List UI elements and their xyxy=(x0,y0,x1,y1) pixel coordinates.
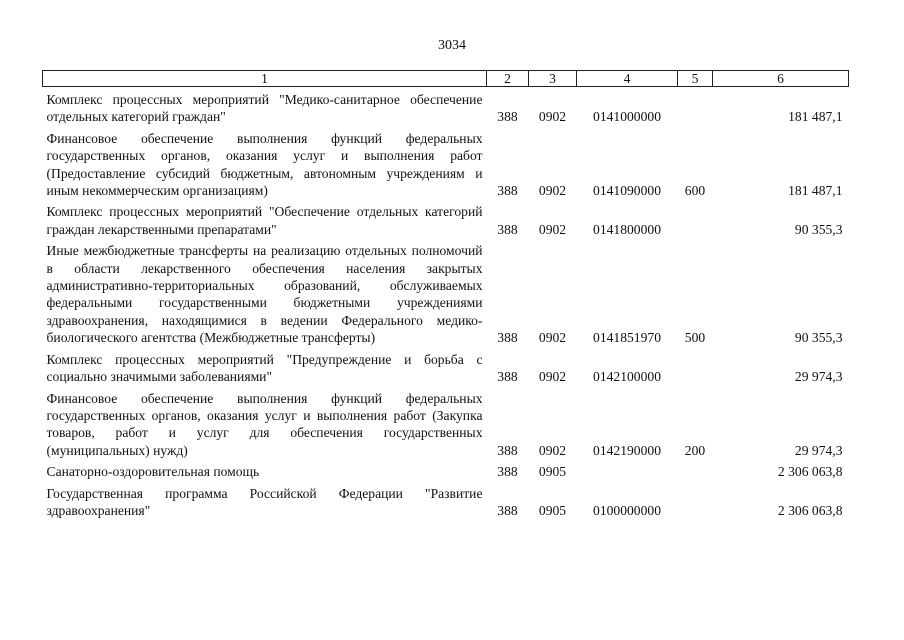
table-row xyxy=(43,463,849,480)
row-code: 388 xyxy=(497,221,518,237)
row-section: 0902 xyxy=(538,183,567,199)
row-target: 0141000000 xyxy=(593,109,661,125)
row-section: 0905 xyxy=(538,502,567,518)
row-type: 600 xyxy=(684,183,706,199)
row-name-text: Государственная программа Российской Федерации "Развитие здравоохранения" xyxy=(46,485,483,518)
row-amount: 29 974,3 xyxy=(794,369,843,385)
row-name xyxy=(43,130,487,200)
row-name-text: Комплекс процессных мероприятий "Предупреждение и борьба с социально значимыми заболеваниями" xyxy=(46,351,483,385)
table-row xyxy=(43,130,849,200)
column-header-1: 1 xyxy=(43,71,487,87)
row-amount: 181 487,1 xyxy=(788,183,843,199)
row-amount: 90 355,3 xyxy=(794,330,843,346)
row-code: 388 xyxy=(497,369,518,385)
row-name xyxy=(43,242,487,346)
row-name-text: Иные межбюджетные трансферты на реализацию отдельных полномочий в области лекарственного обеспечения населения закрытых административно-территориальных образований, обслуживаемых федеральными государственными бюджетными учреждениями здравоохранения, находящимися в ведении Федерального медико-биологического агентства (Межбюджетные трансферты) xyxy=(46,243,483,346)
row-amount: 29 974,3 xyxy=(794,442,843,458)
table-row xyxy=(43,390,849,460)
row-name xyxy=(43,390,487,460)
row-target: 0141851970 xyxy=(593,330,661,346)
row-section: 0902 xyxy=(538,221,567,237)
table-row xyxy=(43,242,849,346)
row-section: 0902 xyxy=(538,369,567,385)
row-name xyxy=(43,351,487,386)
row-amount: 181 487,1 xyxy=(788,109,843,125)
row-target: 0142100000 xyxy=(593,369,661,385)
row-code: 388 xyxy=(497,442,518,458)
row-name xyxy=(43,463,487,480)
row-target: 0142190000 xyxy=(593,442,661,458)
column-header-5: 5 xyxy=(678,71,713,87)
table-row xyxy=(43,351,849,386)
row-type xyxy=(678,203,713,238)
row-type: 200 xyxy=(684,442,706,458)
row-code: 388 xyxy=(497,109,518,125)
column-header-6: 6 xyxy=(713,71,849,87)
row-target: 0100000000 xyxy=(593,502,661,518)
row-section: 0905 xyxy=(538,464,567,480)
row-target xyxy=(577,463,678,480)
row-section: 0902 xyxy=(538,109,567,125)
row-code: 388 xyxy=(497,183,518,199)
row-code: 388 xyxy=(497,502,518,518)
table-header-row xyxy=(43,71,849,87)
row-type xyxy=(678,485,713,520)
row-name xyxy=(43,485,487,520)
table-row xyxy=(43,485,849,520)
row-section: 0902 xyxy=(538,330,567,346)
row-type xyxy=(678,463,713,480)
column-header-4: 4 xyxy=(577,71,678,87)
table-row xyxy=(43,91,849,126)
row-name xyxy=(43,91,487,126)
row-name-text: Комплекс процессных мероприятий "Обеспечение отдельных категорий граждан лекарственными препаратами" xyxy=(46,204,483,237)
row-target: 0141090000 xyxy=(593,183,661,199)
row-code: 388 xyxy=(497,464,518,480)
row-type xyxy=(678,351,713,386)
row-type: 500 xyxy=(684,330,706,346)
row-type xyxy=(678,91,713,126)
row-name-text: Финансовое обеспечение выполнения функций федеральных государственных органов, оказания услуг и выполнения работ (Закупка товаров, работ и услуг для обеспечения государственных (муниципальных) нужд) xyxy=(46,390,483,458)
row-section: 0902 xyxy=(538,442,567,458)
column-header-3: 3 xyxy=(529,71,577,87)
budget-table xyxy=(42,70,849,519)
row-amount: 2 306 063,8 xyxy=(777,464,843,480)
row-target: 0141800000 xyxy=(593,221,661,237)
row-name-text: Санаторно-оздоровительная помощь xyxy=(46,464,260,480)
row-name xyxy=(43,203,487,238)
row-amount: 2 306 063,8 xyxy=(777,502,843,518)
table-row xyxy=(43,203,849,238)
row-code: 388 xyxy=(497,330,518,346)
page-number: 3034 xyxy=(438,38,466,53)
row-name-text: Финансовое обеспечение выполнения функций федеральных государственных органов, оказания услуг и выполнения работ (Предоставление субсидий бюджетным, автономным учреждениям и иным некоммерческим организациям) xyxy=(46,130,483,199)
row-name-text: Комплекс процессных мероприятий "Медико-санитарное обеспечение отдельных категорий граждан" xyxy=(46,92,483,125)
column-header-2: 2 xyxy=(487,71,529,87)
row-amount: 90 355,3 xyxy=(794,221,843,237)
